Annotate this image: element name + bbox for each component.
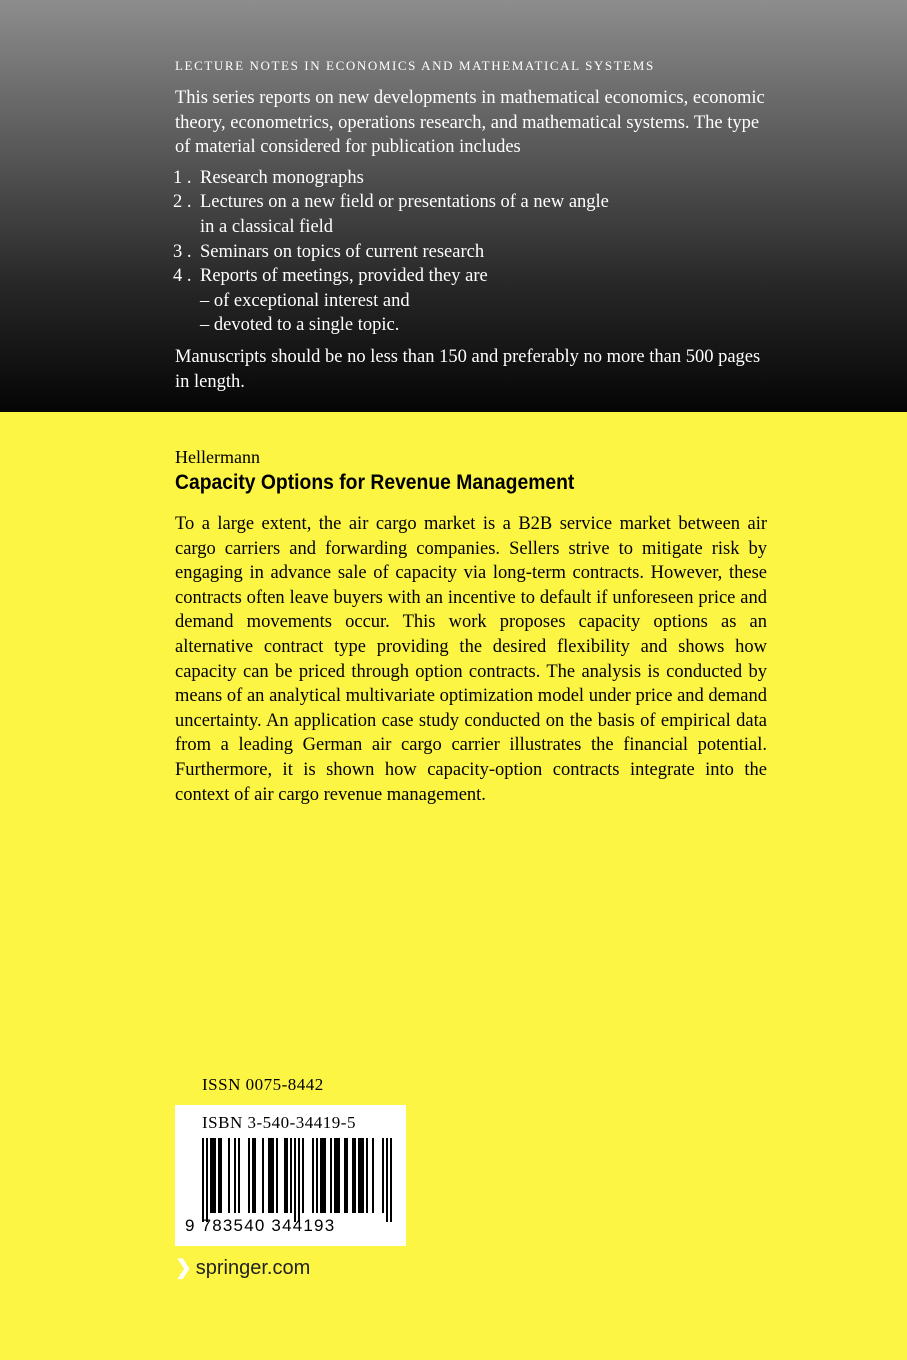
barcode-bar	[220, 1138, 222, 1213]
publisher-url: springer.com	[195, 1257, 311, 1279]
barcode-bar	[284, 1138, 286, 1213]
list-item	[175, 240, 775, 265]
issn-number: ISSN 0075-8442	[202, 1075, 324, 1094]
barcode-bar	[262, 1138, 264, 1213]
barcode-bar	[390, 1138, 392, 1222]
list-item-continuation: in a classical field	[200, 216, 334, 237]
barcode-bar	[228, 1138, 230, 1213]
barcode-bar	[270, 1138, 272, 1213]
barcode-bar	[234, 1138, 236, 1213]
barcode-bar	[358, 1138, 360, 1213]
barcode-bar	[372, 1138, 374, 1213]
barcode-bar	[320, 1138, 322, 1213]
series-intro: This series reports on new developments in mathematical economics, economic theory, econometrics, operations research, and mathematical systems. The type of material considered for publication includes	[175, 88, 765, 158]
barcode-bar	[290, 1138, 292, 1213]
barcode-bar	[352, 1138, 354, 1213]
barcode-bar	[286, 1138, 288, 1213]
barcode-bar	[362, 1138, 364, 1213]
list-item-text: Research monographs	[200, 167, 364, 188]
list-item-number: 3 .	[173, 241, 192, 262]
barcode-bar	[366, 1138, 368, 1213]
barcode-label	[175, 1105, 406, 1246]
barcode-bar	[252, 1138, 254, 1213]
barcode-bar	[360, 1138, 362, 1213]
barcode-bar	[346, 1138, 348, 1213]
series-description	[175, 86, 775, 394]
barcode-bar	[206, 1138, 208, 1222]
author-name: Hellermann	[175, 447, 260, 467]
barcode-bar	[294, 1138, 296, 1222]
barcode-bar	[334, 1138, 336, 1213]
barcode-bar	[238, 1138, 240, 1213]
barcode-bar	[212, 1138, 214, 1213]
barcode-bar	[386, 1138, 388, 1222]
barcode-bar	[330, 1138, 332, 1213]
chevron-right-icon: ❯	[175, 1257, 192, 1279]
publisher-link[interactable]	[175, 1255, 310, 1280]
barcode-bar	[336, 1138, 338, 1213]
series-name: LECTURE NOTES IN ECONOMICS AND MATHEMATICAL SYSTEMS	[175, 58, 655, 73]
list-item	[175, 264, 775, 338]
barcode-bar	[338, 1138, 340, 1213]
barcode-bar	[254, 1138, 256, 1213]
barcode-bar	[312, 1138, 314, 1213]
series-closing: Manuscripts should be no less than 150 and preferably no more than 500 pages in length.	[175, 346, 761, 392]
barcode-bar	[268, 1138, 270, 1213]
barcode-bar	[382, 1138, 384, 1213]
list-item	[175, 190, 775, 239]
book-title: Capacity Options for Revenue Management	[175, 471, 575, 494]
barcode-bar	[354, 1138, 356, 1213]
series-panel	[0, 0, 907, 412]
barcode-bar	[202, 1138, 204, 1222]
barcode-bar	[302, 1138, 304, 1213]
publication-types-list	[175, 166, 775, 338]
barcode-bar	[210, 1138, 212, 1213]
list-subitem: – of exceptional interest and	[200, 290, 410, 311]
barcode-bar	[214, 1138, 216, 1213]
list-item-number: 4 .	[173, 266, 192, 287]
barcode-bar	[272, 1138, 274, 1213]
list-subitem: – devoted to a single topic.	[200, 315, 400, 336]
ean-digits: 9 783540 344193	[185, 1216, 336, 1235]
barcode-bar	[344, 1138, 346, 1213]
list-item-number: 2 .	[173, 192, 192, 213]
barcode-bar	[218, 1138, 220, 1213]
list-item	[175, 166, 775, 191]
barcode-bar	[324, 1138, 326, 1213]
barcode-bar	[316, 1138, 318, 1213]
barcode-bar	[322, 1138, 324, 1213]
book-abstract: To a large extent, the air cargo market is a B2B service market between air cargo carriers and forwarding companies. Sellers strive to mitigate risk by engaging in advance sale of capacity via long-term contracts. However, these contracts often leave buyers with an incentive to default if unforeseen price and demand movements occur. This work proposes capacity options as an alternative contract type providing the desired flexibility and shows how capacity can be priced through option contracts. The analysis is conducted by means of an analytical multivariate optimization model under price and demand uncertainty. An application case study conducted on the basis of empirical data from a leading German air cargo carrier illustrates the financial potential. Furthermore, it is shown how capacity-option contracts integrate into the context of air cargo revenue management.	[175, 514, 767, 805]
list-item-text: Seminars on topics of current research	[200, 241, 485, 262]
barcode-bar	[276, 1138, 278, 1213]
isbn-number: ISBN 3-540-34419-5	[202, 1113, 356, 1132]
list-item-text: Lectures on a new field or presentations of a new angle	[200, 192, 609, 213]
list-item-number: 1 .	[173, 167, 192, 188]
list-item-text: Reports of meetings, provided they are	[200, 266, 488, 287]
barcode-bar	[298, 1138, 300, 1222]
barcode-bar	[248, 1138, 250, 1213]
